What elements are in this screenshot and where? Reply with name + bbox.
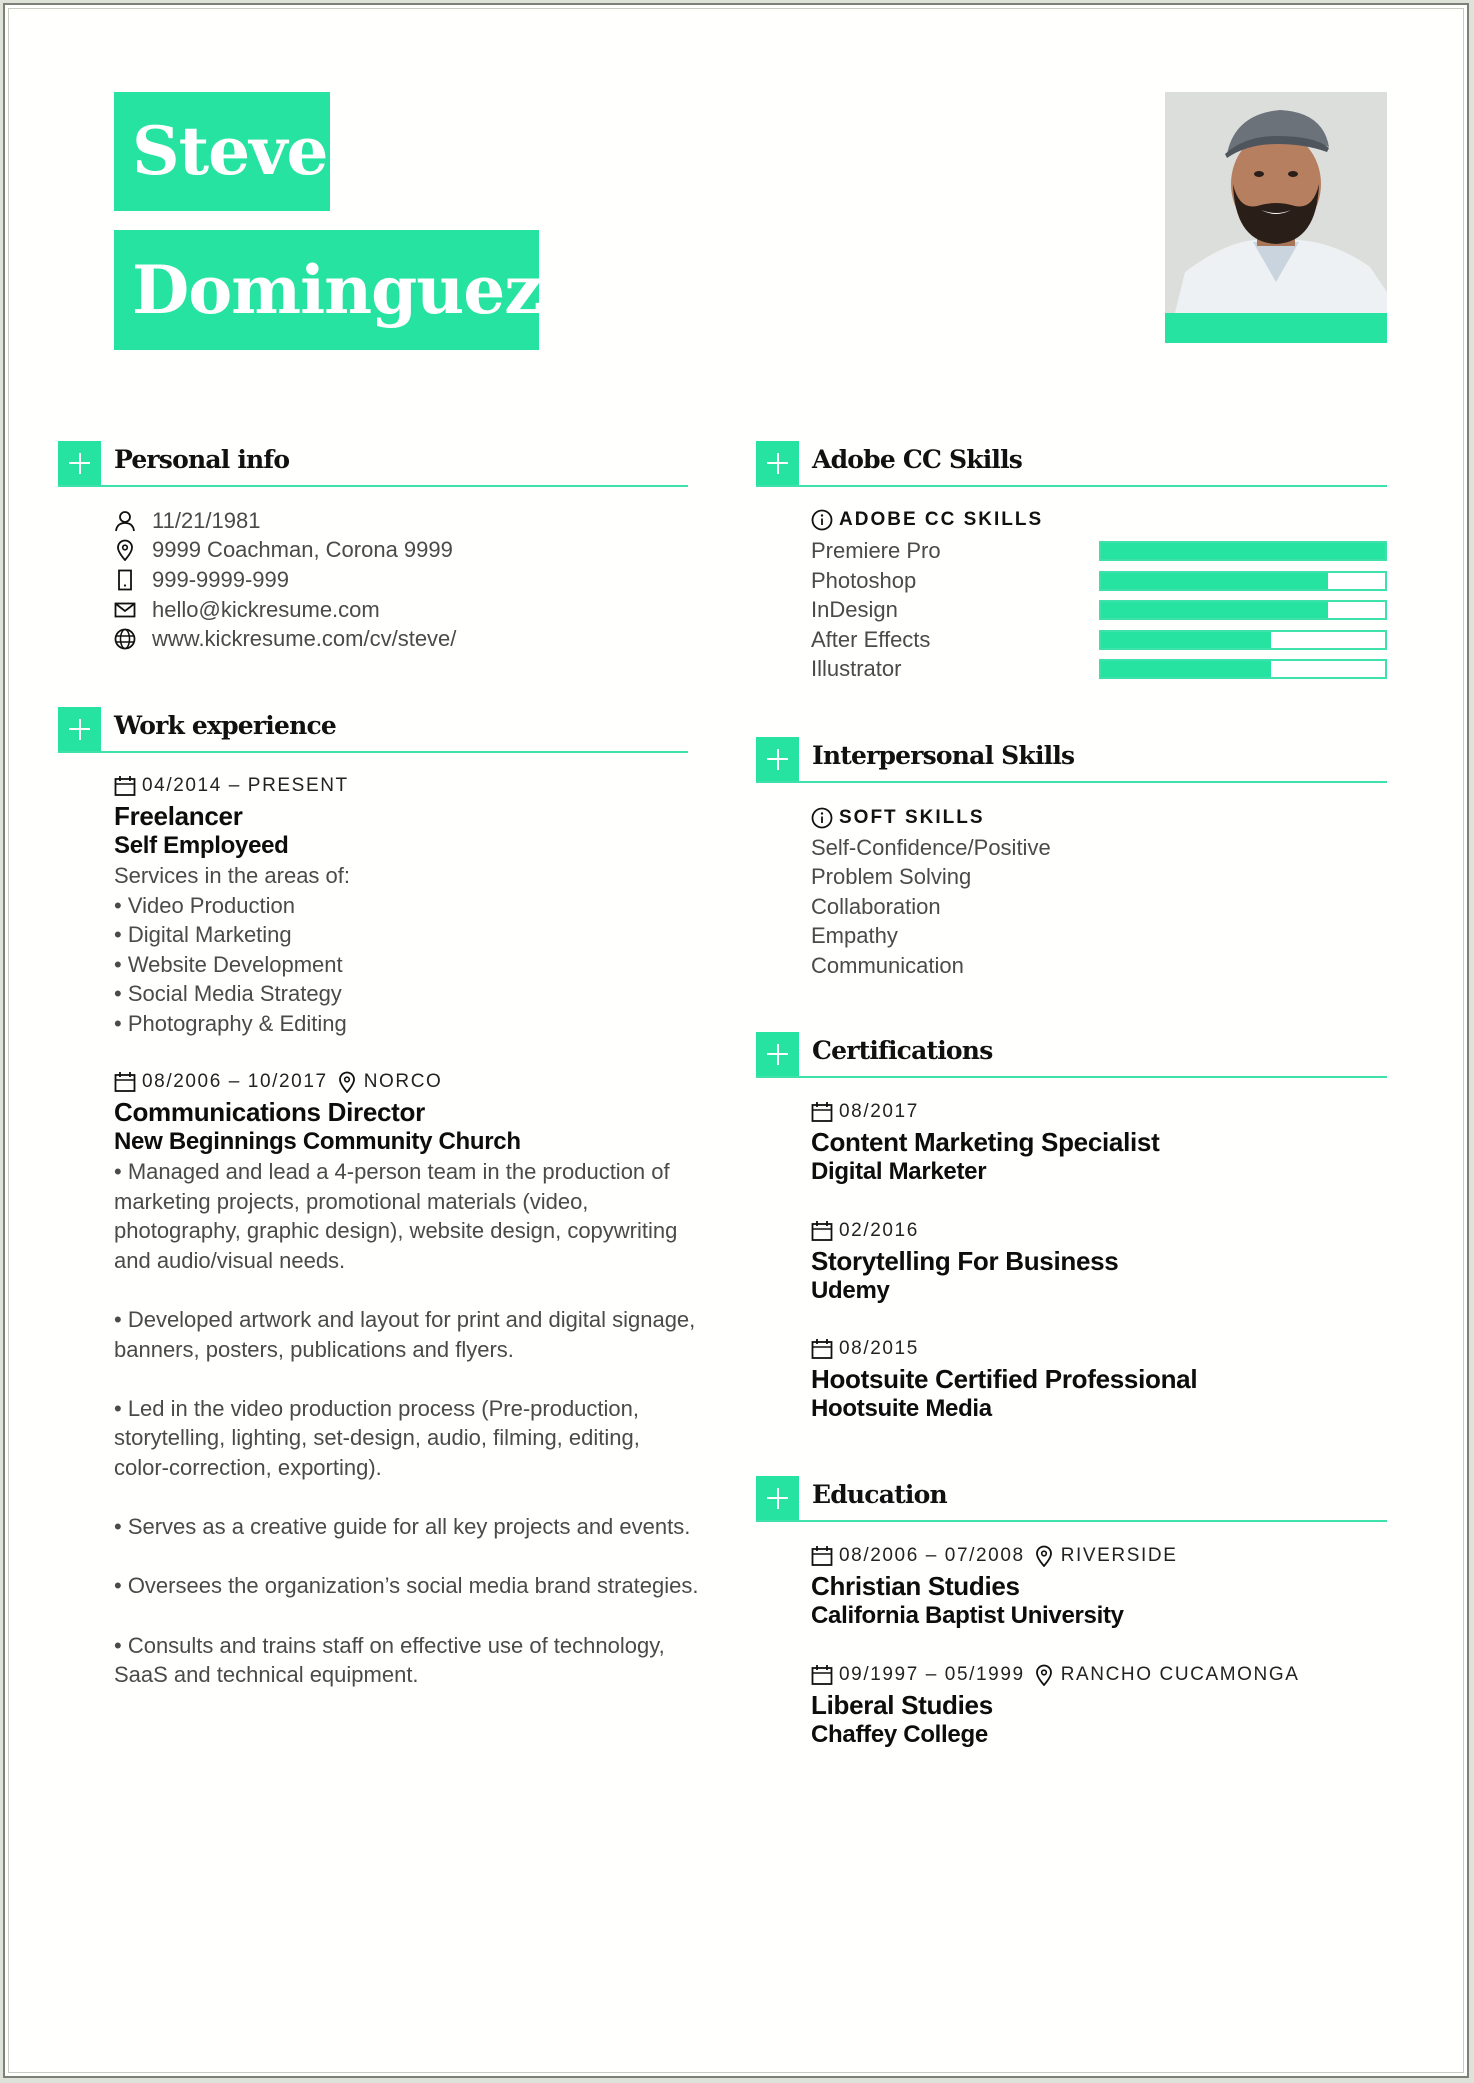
section-title: Certifications (812, 1036, 993, 1065)
globe-icon (114, 628, 136, 650)
profile-photo (1165, 92, 1387, 343)
section-title: Education (812, 1480, 947, 1509)
photo-accent-band (1165, 313, 1387, 343)
edu-location: RANCHO CUCAMONGA (1060, 1664, 1300, 1685)
email-value[interactable]: hello@kickresume.com (152, 596, 380, 622)
calendar-icon (811, 1338, 833, 1360)
soft-skill-item: Collaboration (811, 893, 941, 919)
plus-icon (756, 1032, 799, 1077)
plus-icon (58, 441, 101, 486)
soft-skills-list (811, 803, 1051, 981)
calendar-icon (811, 1545, 833, 1567)
cert-meta (811, 1336, 1197, 1362)
info-email (114, 595, 380, 625)
job-line: Services in the areas of: (114, 863, 351, 888)
job-line: • Photography & Editing (114, 1010, 347, 1036)
certification-entry (811, 1099, 1159, 1187)
education-entry (811, 1662, 1300, 1750)
section-title: Adobe CC Skills (812, 445, 1023, 474)
edu-degree: Christian Studies (811, 1571, 1020, 1601)
info-website (114, 624, 456, 654)
job-paragraph: • Managed and lead a 4-person team in the production of marketing projects, promotional materials (video, photography, graphic design), website design, copywriting and audio/visual needs. (114, 1159, 678, 1273)
cert-date: 08/2015 (839, 1338, 919, 1359)
section-divider (756, 781, 1387, 783)
section-divider (756, 1520, 1387, 1522)
section-header-work-experience (58, 707, 688, 753)
location-pin-icon (1033, 1664, 1055, 1686)
last-name: Dominguez (114, 230, 539, 350)
job-line: • Social Media Strategy (114, 981, 342, 1007)
skill-level-bar (1099, 659, 1387, 679)
job-meta (114, 773, 350, 799)
edu-school: California Baptist University (811, 1602, 1124, 1629)
cert-meta (811, 1099, 1159, 1125)
job-line: • Video Production (114, 892, 295, 918)
skill-level-bar (1099, 600, 1387, 620)
cert-issuer: Digital Marketer (811, 1158, 987, 1185)
soft-skills-label-text: SOFT SKILLS (839, 806, 985, 828)
calendar-icon (114, 1071, 136, 1093)
job-paragraph: • Led in the video production process (Pre-production, storytelling, lighting, set-design, audio, filming, editing, color-correction, exporting). (114, 1395, 640, 1480)
edu-dates: 08/2006 – 07/2008 (839, 1545, 1025, 1566)
plus-icon (756, 1476, 799, 1521)
certification-entry (811, 1218, 1118, 1306)
section-header-certifications (756, 1032, 1387, 1078)
job-line: • Digital Marketing (114, 922, 292, 948)
edu-degree: Liberal Studies (811, 1690, 993, 1720)
website-value[interactable]: www.kickresume.com/cv/steve/ (152, 626, 457, 652)
info-birthdate (114, 506, 260, 536)
calendar-icon (811, 1101, 833, 1123)
calendar-icon (114, 775, 136, 797)
cert-date: 08/2017 (839, 1101, 919, 1122)
job-entry-freelancer (114, 773, 350, 1039)
portrait-image (1165, 92, 1387, 313)
cert-meta (811, 1218, 1118, 1244)
soft-skill-item: Problem Solving (811, 864, 972, 890)
skill-name: Premiere Pro (811, 538, 941, 563)
section-divider (756, 485, 1387, 487)
job-entry-communications-director (114, 1069, 699, 1690)
skill-level-bar (1099, 541, 1387, 561)
skill-level-bar (1099, 571, 1387, 591)
job-paragraph: • Developed artwork and layout for print and digital signage, banners, posters, publications and flyers. (114, 1306, 696, 1362)
skill-row-after-effects (811, 625, 1387, 655)
plus-icon (756, 441, 799, 486)
location-pin-icon (336, 1071, 358, 1093)
skill-level-fill (1101, 573, 1328, 589)
section-header-adobe-cc-skills (756, 441, 1387, 487)
job-paragraph: • Serves as a creative guide for all key projects and events. (114, 1514, 691, 1540)
address-value: 9999 Coachman, Corona 9999 (152, 537, 453, 563)
skill-row-illustrator (811, 654, 1387, 684)
section-divider (58, 751, 688, 753)
edu-location: RIVERSIDE (1060, 1545, 1178, 1566)
skill-level-fill (1101, 632, 1271, 648)
soft-skill-item: Empathy (811, 923, 898, 949)
job-company: Self Employeed (114, 832, 289, 859)
adobe-skills-label (811, 507, 1043, 533)
cert-issuer: Hootsuite Media (811, 1395, 992, 1422)
job-line: • Website Development (114, 951, 343, 977)
section-header-personal-info (58, 441, 688, 487)
section-divider (756, 1076, 1387, 1078)
first-name: Steve (114, 92, 330, 211)
location-pin-icon (1033, 1545, 1055, 1567)
skill-name: After Effects (811, 626, 931, 652)
section-title: Work experience (114, 711, 336, 740)
envelope-icon (114, 599, 136, 621)
edu-dates: 09/1997 – 05/1999 (839, 1664, 1025, 1685)
cert-date: 02/2016 (839, 1220, 919, 1241)
skill-level-fill (1101, 543, 1385, 559)
soft-skill-item: Self-Confidence/Positive (811, 834, 1051, 860)
education-entry (811, 1543, 1178, 1631)
cert-issuer: Udemy (811, 1277, 890, 1304)
person-icon (114, 510, 136, 532)
info-icon (811, 509, 833, 531)
edu-school: Chaffey College (811, 1721, 988, 1748)
job-paragraph: • Oversees the organization’s social media brand strategies. (114, 1573, 699, 1599)
job-dates: 04/2014 – PRESENT (142, 775, 349, 796)
skill-row-photoshop (811, 566, 1387, 596)
calendar-icon (811, 1664, 833, 1686)
job-location: NORCO (363, 1071, 443, 1092)
info-icon (811, 807, 833, 829)
job-meta (114, 1069, 699, 1095)
plus-icon (756, 737, 799, 782)
section-header-education (756, 1476, 1387, 1522)
skill-row-premiere-pro (811, 536, 1387, 566)
info-address (114, 536, 453, 566)
section-title: Interpersonal Skills (812, 741, 1075, 770)
calendar-icon (811, 1220, 833, 1242)
skill-level-bar (1099, 630, 1387, 650)
job-title: Freelancer (114, 801, 243, 831)
soft-skills-label (811, 803, 1051, 833)
skill-level-fill (1101, 602, 1328, 618)
certification-entry (811, 1336, 1197, 1424)
adobe-skills-label-text: ADOBE CC SKILLS (839, 509, 1044, 530)
skill-name: Photoshop (811, 567, 917, 593)
job-paragraph: • Consults and trains staff on effective use of technology, SaaS and technical equipment. (114, 1632, 665, 1688)
job-company: New Beginnings Community Church (114, 1128, 521, 1155)
phone-value: 999-9999-999 (152, 566, 290, 592)
skill-row-indesign (811, 595, 1387, 625)
section-divider (58, 485, 688, 487)
section-title: Personal info (114, 445, 290, 474)
cert-name: Hootsuite Certified Professional (811, 1364, 1198, 1394)
skill-name: InDesign (811, 597, 898, 623)
skill-name: Illustrator (811, 656, 902, 682)
soft-skill-item: Communication (811, 952, 964, 978)
plus-icon (58, 707, 101, 752)
info-phone (114, 565, 289, 595)
job-dates: 08/2006 – 10/2017 (142, 1071, 328, 1092)
edu-meta (811, 1543, 1178, 1569)
birthdate-value: 11/21/1981 (152, 507, 261, 533)
job-title: Communications Director (114, 1097, 425, 1127)
section-header-interpersonal-skills (756, 737, 1387, 783)
edu-meta (811, 1662, 1300, 1688)
skill-level-fill (1101, 661, 1271, 677)
location-pin-icon (114, 539, 136, 561)
phone-icon (114, 569, 136, 591)
cert-name: Content Marketing Specialist (811, 1127, 1160, 1157)
cert-name: Storytelling For Business (811, 1246, 1119, 1276)
